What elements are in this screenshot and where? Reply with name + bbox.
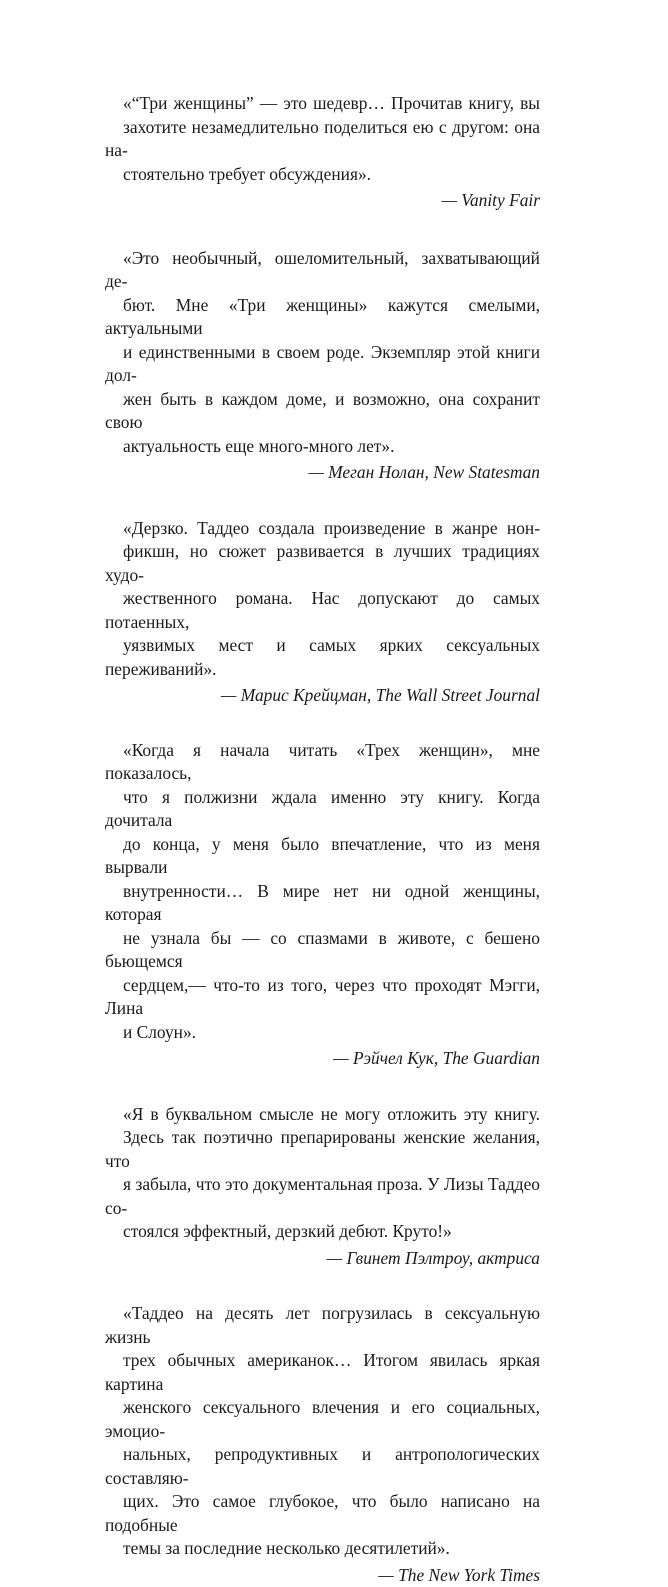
blurb-attribution: — Рэйчел Кук, The Guardian	[105, 1047, 540, 1071]
quote-line: стоятельно требует обсуждения».	[105, 163, 540, 187]
blurb-guardian	[105, 739, 540, 1071]
blurb-vanity-fair	[105, 92, 540, 213]
quote-line: сердцем,— что-то из того, через что проходят Мэгги, Лина	[105, 974, 540, 1021]
quote-line: стоялся эффектный, дерзкий дебют. Круто!»	[105, 1220, 540, 1244]
blurb-quote	[105, 517, 540, 682]
blurb-attribution: — Гвинет Пэлтроу, актриса	[105, 1247, 540, 1271]
quote-line: жественного романа. Нас допускают до самых потаенных,	[105, 587, 540, 634]
quote-line: нальных, репродуктивных и антропологических составляю-	[105, 1443, 540, 1490]
quote-line: женского сексуального влечения и его социальных, эмоцио-	[105, 1396, 540, 1443]
quote-line: «Я в буквальном смысле не могу отложить эту книгу.	[105, 1103, 540, 1127]
quote-line: «Дерзко. Таддео создала произведение в жанре нон-	[105, 517, 540, 541]
quote-line: и единственными в своем роде. Экземпляр этой книги дол-	[105, 341, 540, 388]
quote-line: Здесь так поэтично препарированы женские желания, что	[105, 1126, 540, 1173]
blurb-quote	[105, 92, 540, 186]
blurb-attribution: — The New York Times	[105, 1564, 540, 1587]
blurb-nyt	[105, 1302, 540, 1587]
quote-line: «“Три женщины” — это шедевр… Прочитав книгу, вы	[105, 92, 540, 116]
blurb-attribution: — Меган Нолан, New Statesman	[105, 461, 540, 485]
quote-line: захотите незамедлительно поделиться ею с другом: она на-	[105, 116, 540, 163]
quote-line: не узнала бы — со спазмами в животе, с бешено бьющемся	[105, 927, 540, 974]
blurb-quote	[105, 1302, 540, 1561]
blurb-quote	[105, 247, 540, 459]
quote-line: трех обычных американок… Итогом явилась яркая картина	[105, 1349, 540, 1396]
quote-line: «Это необычный, ошеломительный, захватывающий де-	[105, 247, 540, 294]
quote-line: «Таддео на десять лет погрузилась в сексуальную жизнь	[105, 1302, 540, 1349]
quote-line: и Слоун».	[105, 1021, 540, 1045]
quote-line: до конца, у меня было впечатление, что из меня вырвали	[105, 833, 540, 880]
quote-line: темы за последние несколько десятилетий».	[105, 1537, 540, 1561]
quote-line: «Когда я начала читать «Трех женщин», мне показалось,	[105, 739, 540, 786]
blurb-quote	[105, 1103, 540, 1244]
quote-line: уязвимых мест и самых ярких сексуальных переживаний».	[105, 634, 540, 681]
quote-line: я забыла, что это документальная проза. У Лизы Таддео со-	[105, 1173, 540, 1220]
quote-line: фикшн, но сюжет развивается в лучших традициях худо-	[105, 540, 540, 587]
quote-line: актуальность еще много-много лет».	[105, 435, 540, 459]
quote-line: внутренности… В мире нет ни одной женщины, которая	[105, 880, 540, 927]
blurb-paltrow	[105, 1103, 540, 1271]
blurb-new-statesman	[105, 247, 540, 485]
quote-line: бют. Мне «Три женщины» кажутся смелыми, актуальными	[105, 294, 540, 341]
blurb-attribution: — Марис Крейцман, The Wall Street Journal	[105, 684, 540, 708]
quote-line: щих. Это самое глубокое, что было написано на подобные	[105, 1490, 540, 1537]
blurb-wsj	[105, 517, 540, 708]
page-body	[105, 92, 540, 1587]
blurb-quote	[105, 739, 540, 1045]
quote-line: что я полжизни ждала именно эту книгу. Когда дочитала	[105, 786, 540, 833]
quote-line: жен быть в каждом доме, и возможно, она сохранит свою	[105, 388, 540, 435]
blurb-attribution: — Vanity Fair	[105, 189, 540, 213]
